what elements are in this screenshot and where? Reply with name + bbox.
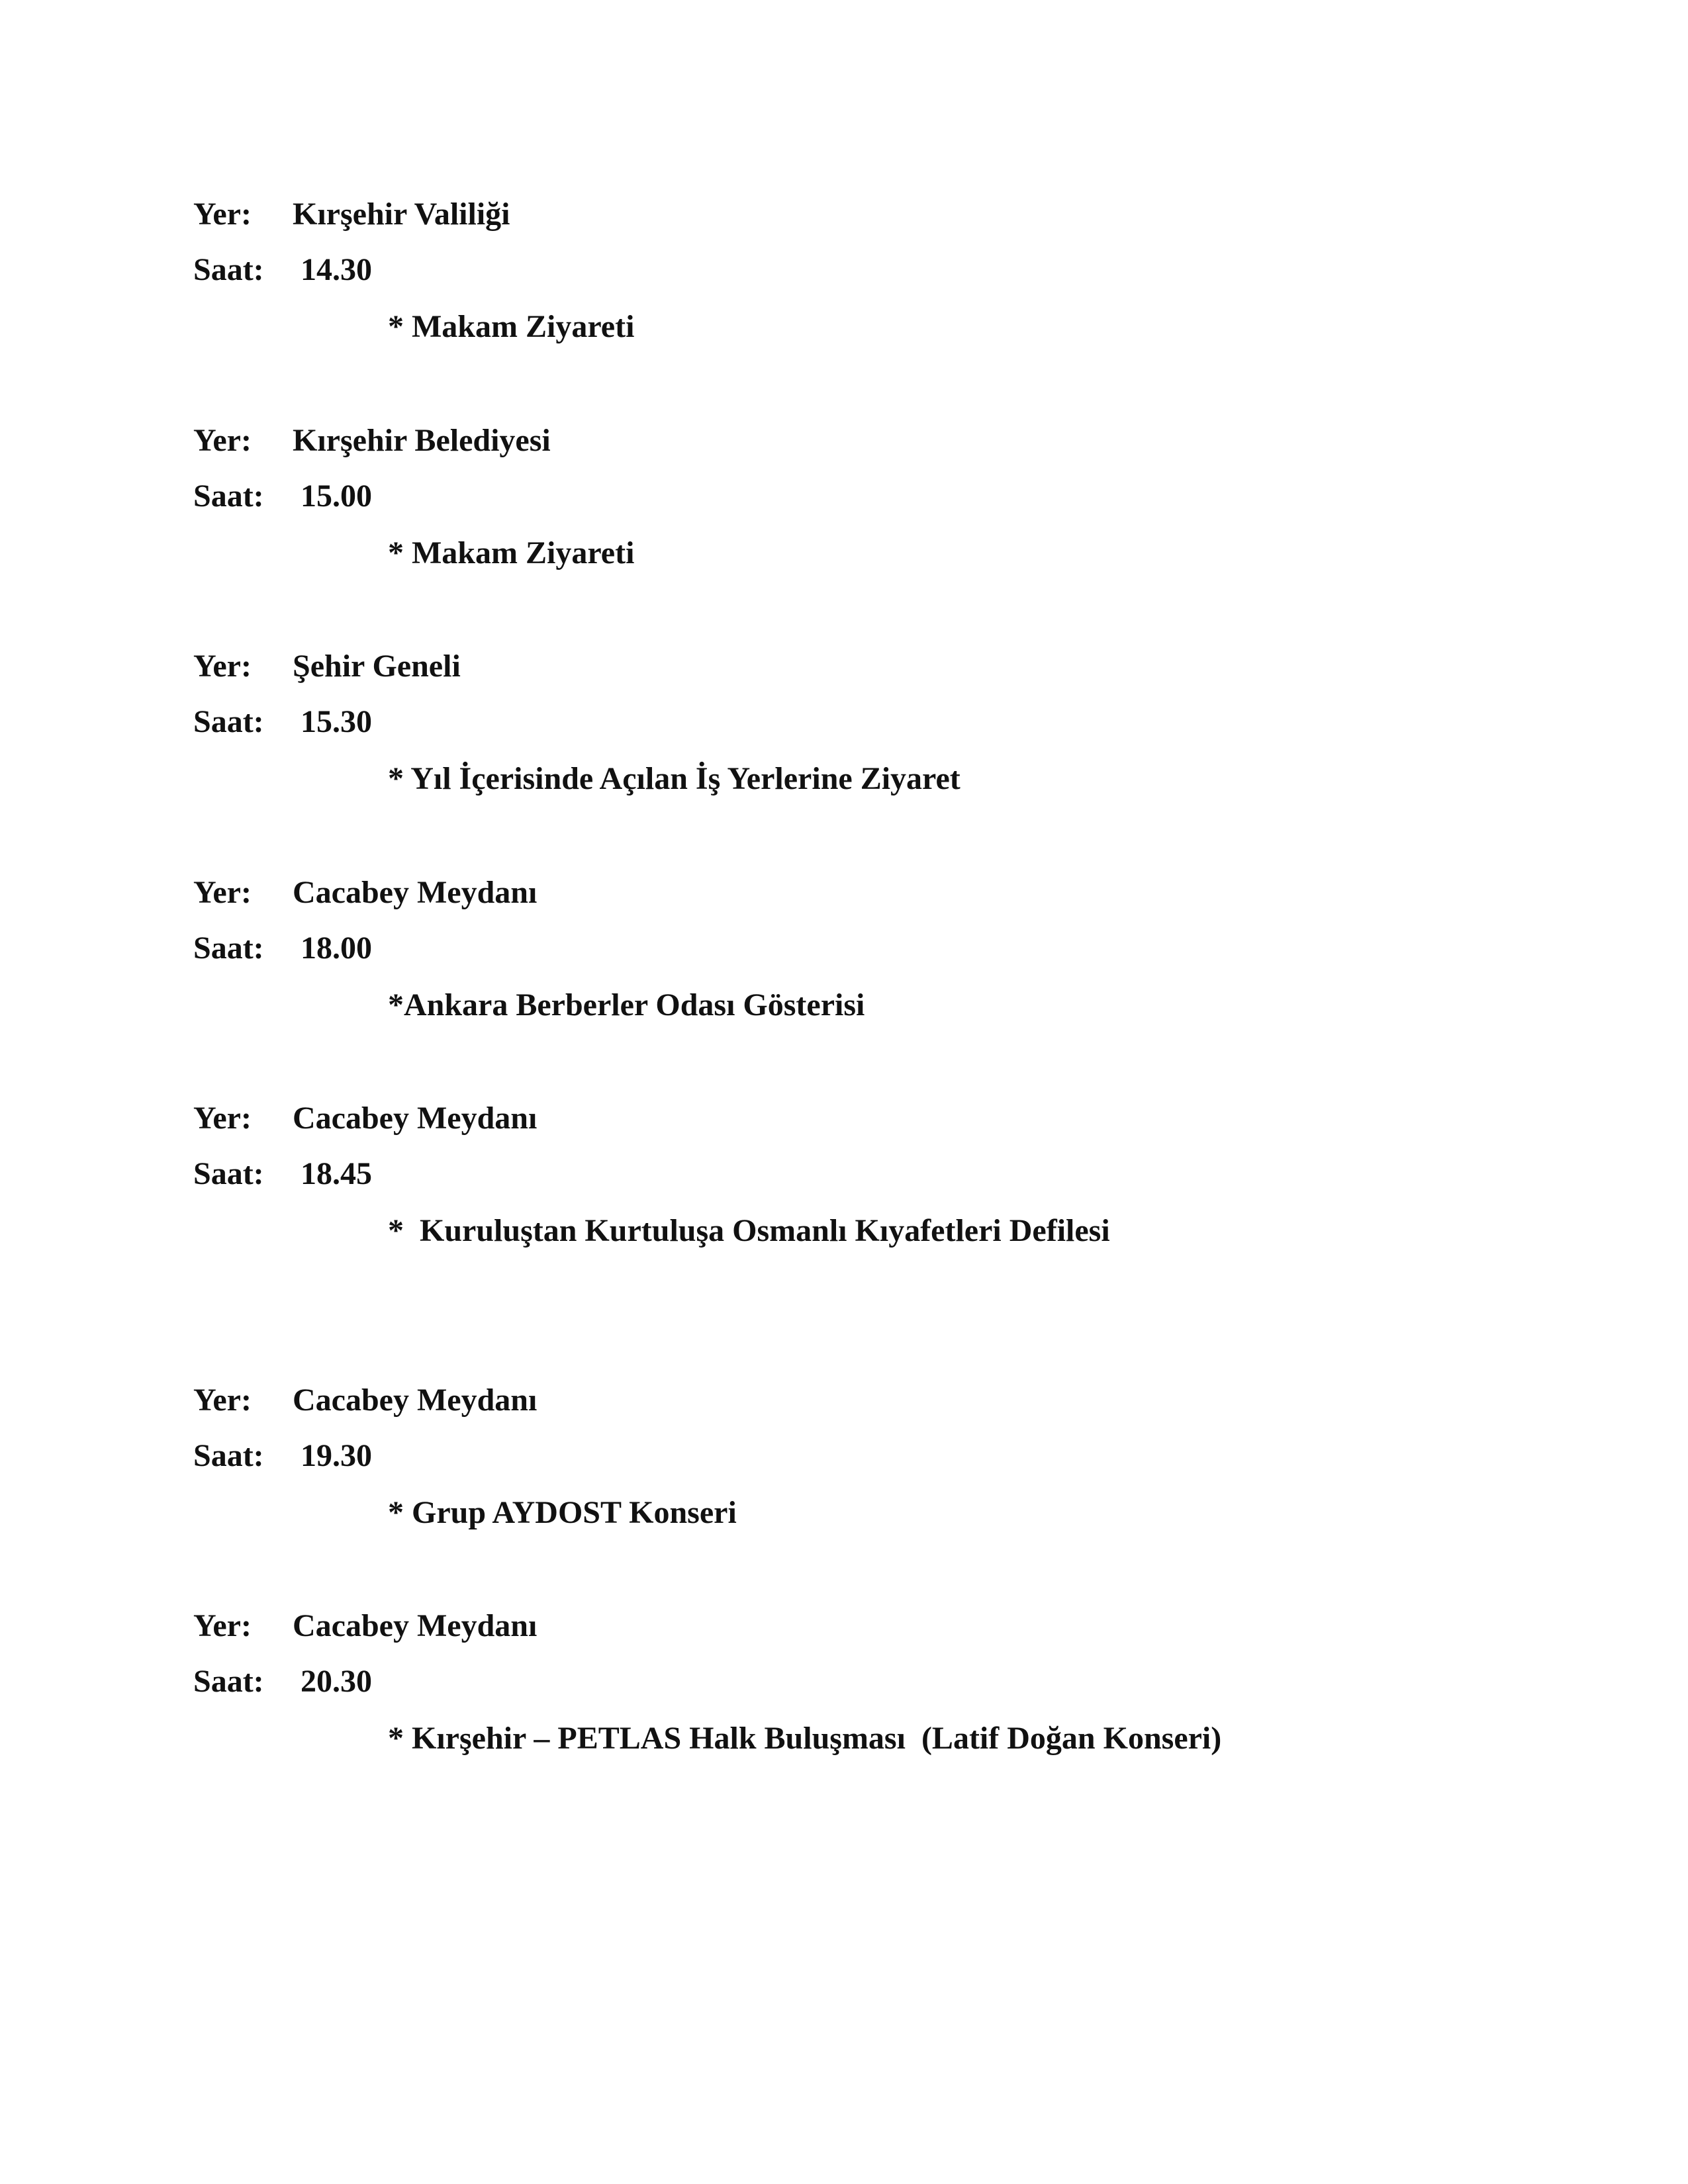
place-value: Cacabey Meydanı [293, 1383, 538, 1418]
place-label: Yer: [193, 1101, 252, 1136]
time-value: 19.30 [301, 1438, 372, 1473]
place-value: Cacabey Meydanı [293, 875, 538, 910]
time-label: Saat: [193, 252, 264, 287]
place-label: Yer: [193, 423, 252, 458]
place-value: Cacabey Meydanı [293, 1608, 538, 1643]
schedule-entry [0, 1605, 1688, 1784]
place-label: Yer: [193, 875, 252, 910]
time-value: 14.30 [301, 252, 372, 287]
schedule-entry [0, 420, 1688, 598]
time-value: 15.30 [301, 704, 372, 739]
event-description: * Kırşehir – PETLAS Halk Buluşması (Latif Doğan Konseri) [388, 1721, 1222, 1756]
time-label: Saat: [193, 1664, 264, 1699]
time-label: Saat: [193, 1438, 264, 1473]
schedule-entry [0, 193, 1688, 372]
place-value: Şehir Geneli [293, 649, 461, 684]
time-label: Saat: [193, 478, 264, 514]
place-label: Yer: [193, 1608, 252, 1643]
time-value: 18.00 [301, 931, 372, 966]
event-description: *Ankara Berberler Odası Gösterisi [388, 987, 865, 1023]
schedule-entry [0, 872, 1688, 1050]
time-label: Saat: [193, 1156, 264, 1191]
event-description: * Makam Ziyareti [388, 535, 635, 570]
place-label: Yer: [193, 1383, 252, 1418]
schedule-entry [0, 1379, 1688, 1558]
place-value: Kırşehir Valiliği [293, 197, 510, 232]
time-label: Saat: [193, 931, 264, 966]
event-description: * Grup AYDOST Konseri [388, 1495, 737, 1530]
schedule-entry [0, 645, 1688, 824]
time-value: 15.00 [301, 478, 372, 514]
place-value: Kırşehir Belediyesi [293, 423, 551, 458]
place-value: Cacabey Meydanı [293, 1101, 538, 1136]
time-value: 20.30 [301, 1664, 372, 1699]
event-description: * Yıl İçerisinde Açılan İş Yerlerine Ziyaret [388, 761, 961, 796]
event-description: * Makam Ziyareti [388, 309, 635, 344]
time-value: 18.45 [301, 1156, 372, 1191]
event-description: * Kuruluştan Kurtuluşa Osmanlı Kıyafetleri Defilesi [388, 1213, 1110, 1248]
place-label: Yer: [193, 197, 252, 232]
place-label: Yer: [193, 649, 252, 684]
time-label: Saat: [193, 704, 264, 739]
schedule-entry [0, 1097, 1688, 1276]
